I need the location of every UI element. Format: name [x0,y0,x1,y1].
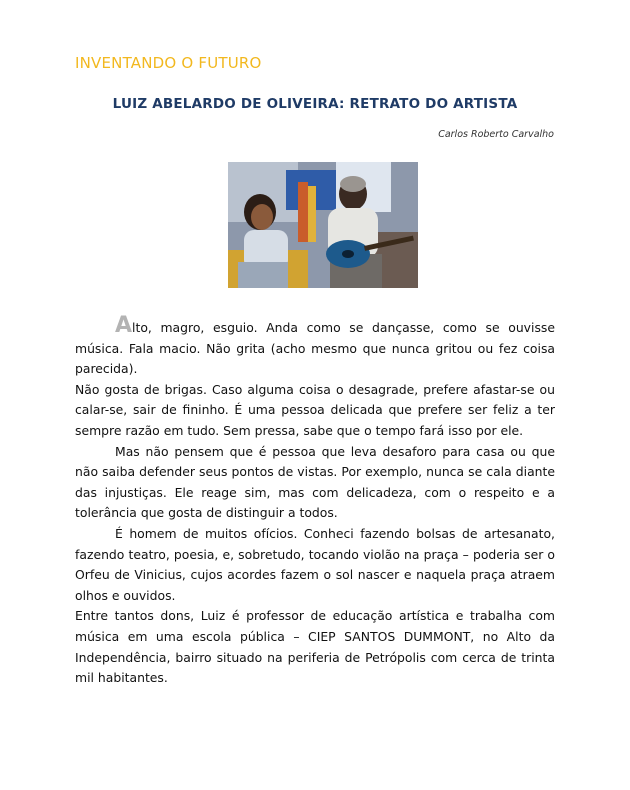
paragraph-3: Mas não pensem que é pessoa que leva desaforo para casa ou que não saiba defender seus pontos de vistas. Por exemplo, nunca se cala diante das injustiças. Ele reage sim, mas com delicadeza, com o respeito e a tolerância que gosta de distinguir a todos. [75,443,555,521]
paragraph-2: Não gosta de brigas. Caso alguma coisa o desagrade, prefere afastar-se ou calar-se, sair de fininho. É uma pessoa delicada que prefere ser feliz a ter sempre razão em tudo. Sem pressa, sabe que o tempo fará isso por ele. [75,381,555,438]
article-title: LUIZ ABELARDO DE OLIVEIRA: RETRATO DO ARTISTA [112,96,518,112]
paragraph-4: É homem de muitos ofícios. Conheci fazendo bolsas de artesanato, fazendo teatro, poesia, e, sobretudo, tocando violão na praça – poderia ser o Orfeu de Vinicius, cujos acordes fazem o sol nascer e naquela praça atraem olhos e ouvidos. [75,525,555,603]
drop-cap: A [115,313,133,338]
classroom-guitar-photo [228,162,418,288]
author-byline: Carlos Roberto Carvalho [438,129,554,140]
paragraph-5: Entre tantos dons, Luiz é professor de educação artística e trabalha com música em uma escola pública – CIEP SANTOS DUMMONT, no Alto da Independência, bairro situado na periferia de Petrópolis com cerca de trinta mil habitantes. [75,608,555,686]
article-body [75,313,555,689]
photo-illustration [228,162,418,288]
paragraph-1 [75,313,555,380]
section-label: INVENTANDO O FUTURO [75,54,262,72]
paragraph-1-text: lto, magro, esguio. Anda como se dançasse, como se ouvisse música. Fala macio. Não grita (acho mesmo que nunca gritou ou fez coisa parecida). [75,320,555,377]
